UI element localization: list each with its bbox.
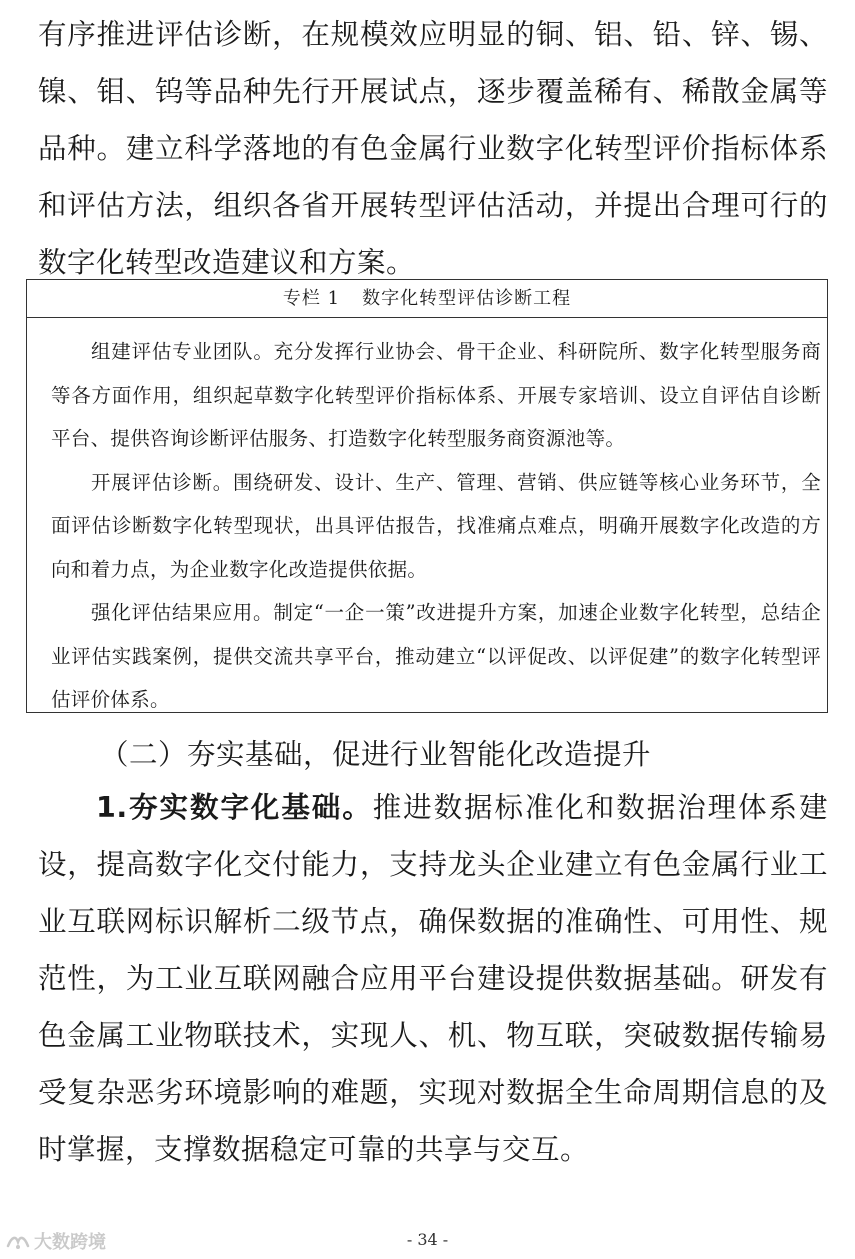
column-box-body [51, 330, 821, 722]
column-box-heading: 数字化转型评估诊断工程 [362, 288, 572, 309]
paragraph-evaluation-diagnosis: 有序推进评估诊断，在规模效应明显的铜、铝、铅、锌、锡、镍、钼、钨等品种先行开展试点，逐步覆盖稀有、稀散金属等品种。建立科学落地的有色金属行业数字化转型评价指标体系和评估方法，组织各省开展转型评估活动，并提出合理可行的数字化转型改造建议和方案。 [38, 18, 828, 279]
paragraph-body: 推进数据标准化和数据治理体系建设，提高数字化交付能力，支持龙头企业建立有色金属行业工业互联网标识解析二级节点，确保数据的准确性、可用性、规范性，为工业互联网融合应用平台建设提供数据基础。研发有色金属工业物联技术，实现人、机、物互联，突破数据传输易受复杂恶劣环境影响的难题，实现对数据全生命周期信息的及时掌握，支撑数据稳定可靠的共享与交互。 [38, 791, 828, 1166]
section-heading: （二）夯实基础，促进行业智能化改造提升 [100, 738, 652, 771]
column-box [26, 279, 828, 713]
column-item-diagnosis: 开展评估诊断。围绕研发、设计、生产、管理、营销、供应链等核心业务环节，全面评估诊断数字化转型现状，出具评估报告，找准痛点难点，明确开展数字化改造的方向和着力点，为企业数字化改造提供依据。 [51, 470, 821, 581]
watermark-text: 大数跨境 [34, 1232, 106, 1253]
watermark-logo-icon [6, 1232, 30, 1250]
column-box-title [27, 280, 827, 318]
column-item-results: 强化评估结果应用。制定“一企一策”改进提升方案，加速企业数字化转型，总结企业评估实践案例，提供交流共享平台，推动建立“以评促改、以评促建”的数字化转型评估评价体系。 [51, 601, 821, 711]
column-item-team: 组建评估专业团队。充分发挥行业协会、骨干企业、科研院所、数字化转型服务商等各方面作用，组织起草数字化转型评价指标体系、开展专家培训、设立自评估自诊断平台、提供咨询诊断评估服务、打造数字化转型服务商资源池等。 [51, 340, 821, 450]
paragraph-lead: 1.夯实数字化基础。 [96, 791, 373, 824]
page-number: - 34 - [406, 1230, 449, 1249]
column-box-number: 专栏 1 [282, 288, 341, 309]
paragraph-digital-foundation [38, 779, 828, 1178]
watermark [6, 1228, 106, 1254]
